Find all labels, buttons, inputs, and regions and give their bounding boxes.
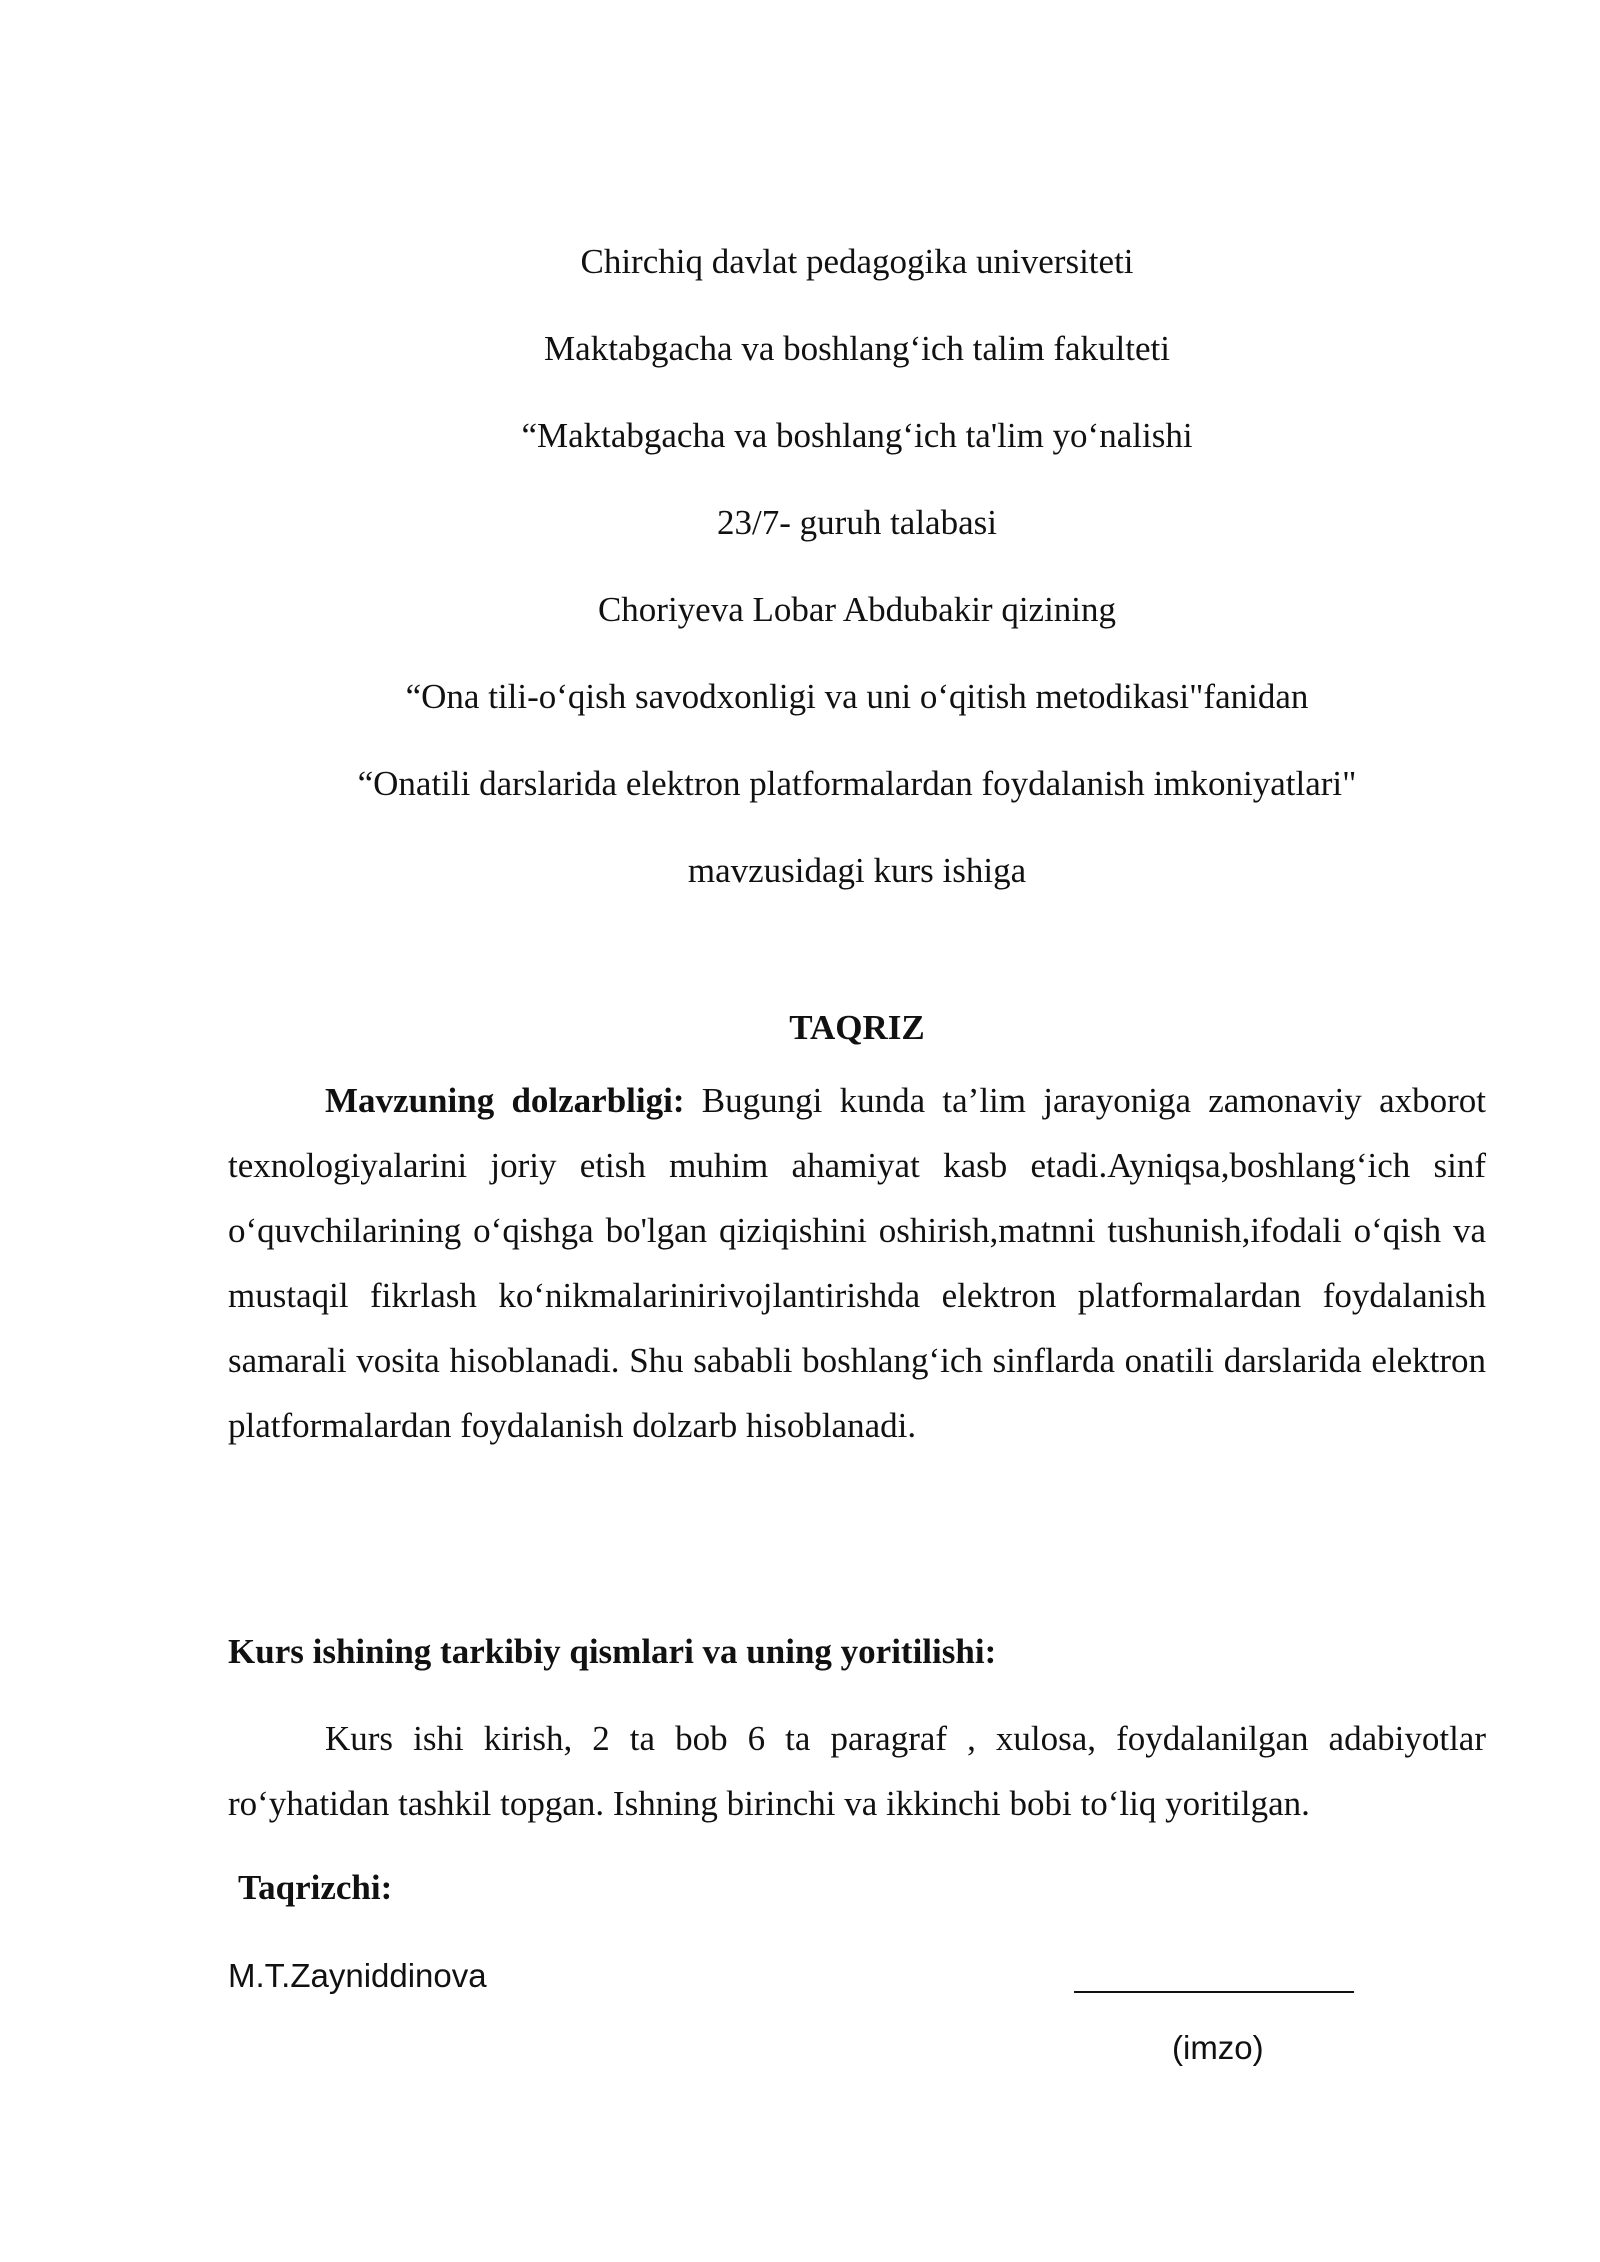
title-page-header	[228, 236, 1486, 932]
university-name: Chirchiq davlat pedagogika universiteti	[580, 242, 1134, 281]
signature-label: (imzo)	[1172, 2029, 1264, 2066]
faculty-name: Maktabgacha va boshlang‘ich talim fakulteti	[544, 329, 1170, 368]
relevance-paragraph	[228, 1068, 1486, 1458]
reviewer-label: Taqrizchi:	[238, 1868, 393, 1907]
structure-paragraph: Kurs ishi kirish, 2 ta bob 6 ta paragraf , xulosa, foydalanilgan adabiyotlar ro‘yhatidan tashkil topgan. Ishning birinchi va ikkinchi bobi to‘liq yoritilgan.	[228, 1719, 1486, 1823]
relevance-text: Bugungi kunda ta’lim jarayoniga zamonaviy axborot texnologiyalarini joriy etish muhim ahamiyat kasb etadi.Ayniqsa,boshlang‘ich sinf o‘quvchilarining o‘qishga bo'lgan qiziqishini oshirish,matnni tushunish,ifodali o‘qish va mustaqil fikrlash ko‘nikmalarinirivojlantirishda elektron platformalardan foydalanish samarali vosita hisoblanadi. Shu sababli boshlang‘ich sinflarda onatili darslarida elektron platformalardan foydalanish dolzarb hisoblanadi.	[228, 1081, 1486, 1445]
course-work-topic: “Onatili darslarida elektron platformalardan foydalanish imkoniyatlari"	[357, 764, 1357, 803]
student-group: 23/7- guruh talabasi	[717, 503, 997, 542]
relevance-label: Mavzuning dolzarbligi:	[325, 1081, 685, 1120]
signature-line	[1074, 1991, 1354, 1993]
reviewer-name: M.T.Zayniddinova	[228, 1957, 487, 1994]
specialty-name: “Maktabgacha va boshlang‘ich ta'lim yo‘nalishi	[521, 416, 1193, 455]
review-title: TAQRIZ	[789, 1008, 925, 1047]
course-work-caption: mavzusidagi kurs ishiga	[687, 851, 1027, 890]
structure-heading: Kurs ishining tarkibiy qismlari va uning yoritilishi:	[228, 1632, 997, 1671]
subject-name: “Ona tili-o‘qish savodxonligi va uni o‘qitish metodikasi"fanidan	[405, 677, 1309, 716]
student-name: Choriyeva Lobar Abdubakir qizining	[597, 590, 1117, 629]
